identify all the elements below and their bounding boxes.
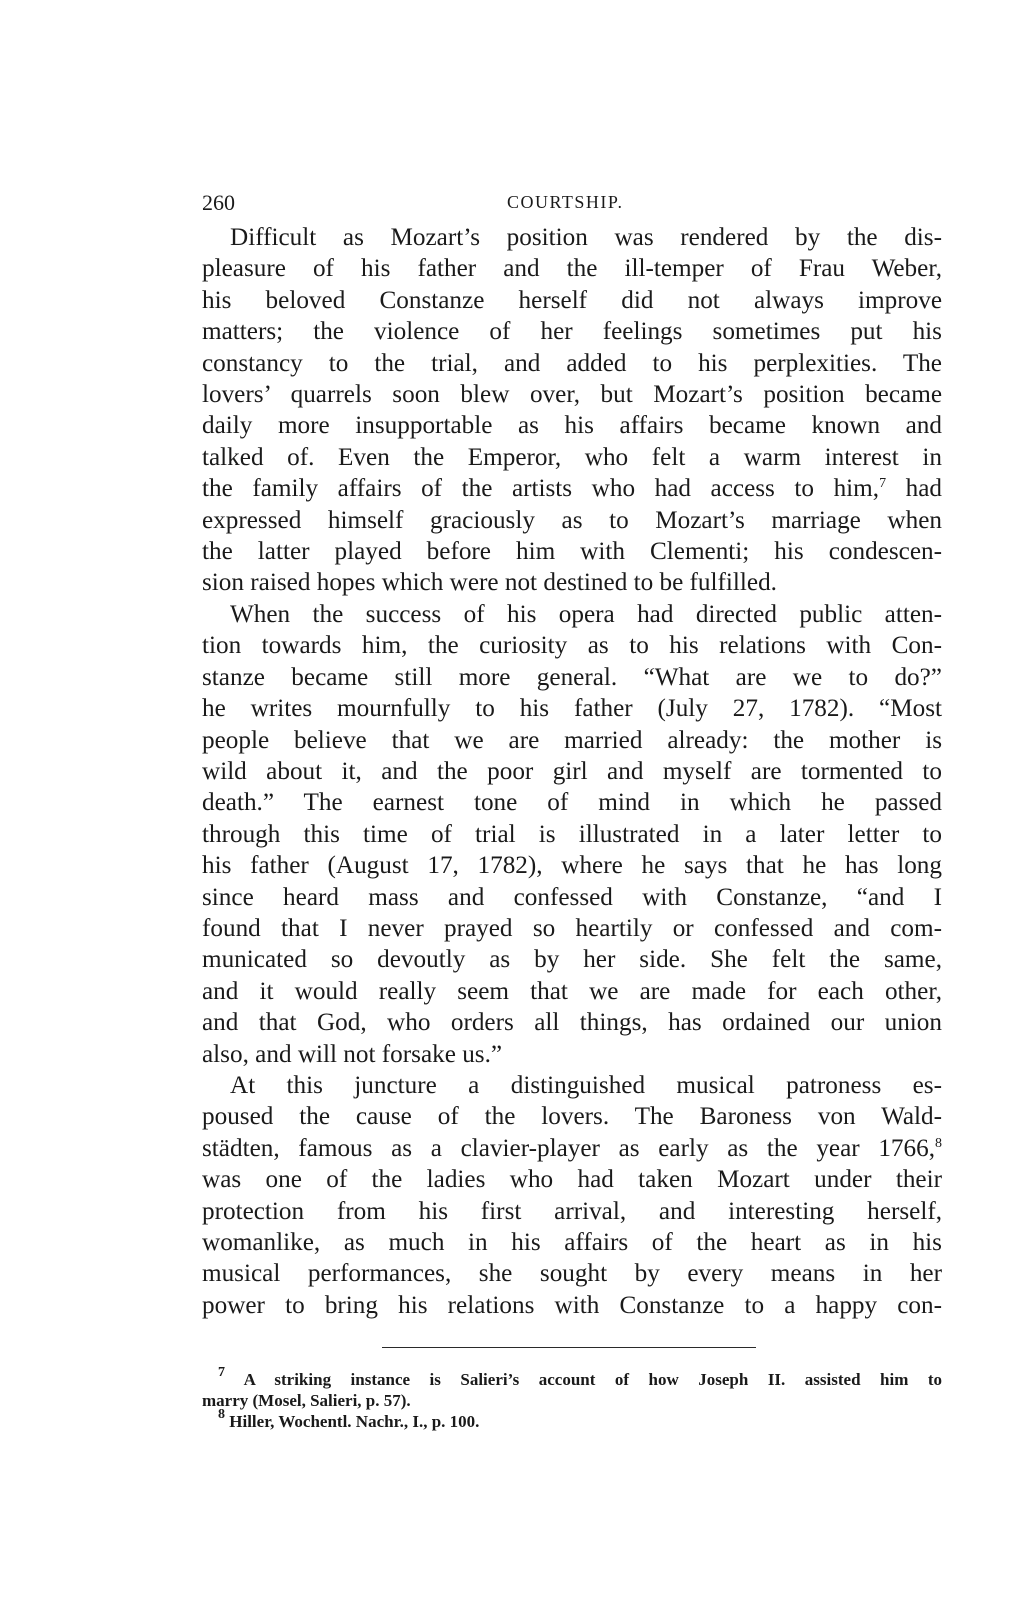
text-line: womanlike, as much in his affairs of the heart as in his — [202, 1229, 942, 1256]
text-line: and it would really seem that we are made for each other, — [202, 977, 942, 1005]
book-page — [202, 190, 942, 1432]
text-line: since heard mass and confessed with Constanze, “and I — [202, 883, 942, 911]
text-line: stanze became still more general. “What are we to do?” — [202, 663, 942, 691]
text-line: poused the cause of the lovers. The Baroness von Wald- — [202, 1103, 942, 1131]
text-line: was one of the ladies who had taken Mozart under their — [202, 1166, 942, 1194]
text-line: power to bring his relations with Constanze to a happy con- — [202, 1291, 942, 1319]
text-line: municated so devoutly as by her side. She felt the same, — [202, 946, 942, 974]
text-line: When the success of his opera had directed public atten- — [230, 600, 942, 628]
text-line: tion towards him, the curiosity as to his relations with Con- — [202, 632, 942, 660]
running-head — [202, 190, 942, 222]
text-line: constancy to the trial, and added to his perplexities. The — [202, 349, 942, 377]
footnote-rule — [382, 1347, 756, 1348]
body-text — [202, 222, 942, 1321]
text-line: lovers’ quarrels soon blew over, but Mozart’s position became — [202, 381, 942, 409]
text-line-with-footnote-ref — [202, 1133, 942, 1164]
footnote-ref-8: 8 — [935, 1135, 942, 1151]
text-line: At this juncture a distinguished musical patroness es- — [230, 1071, 942, 1099]
text-line: musical performances, she sought by every means in her — [202, 1260, 942, 1288]
text-line: the latter played before him with Clementi; his condescen- — [202, 538, 942, 566]
text-segment: had — [905, 475, 942, 503]
footnote-marker: 7 — [218, 1365, 225, 1381]
paragraph-2 — [202, 599, 942, 1070]
footnote-7 — [202, 1365, 943, 1390]
text-line: sion raised hopes which were not destined to be fulfilled. — [202, 569, 777, 597]
footnote-ref-7: 7 — [879, 476, 887, 492]
footnote-text: A striking instance is Salieri’s account of how Joseph II. assisted him to — [243, 1370, 943, 1390]
page-number: 260 — [202, 190, 235, 215]
text-line: Difficult as Mozart’s position was rendered by the dis- — [230, 224, 942, 251]
footnote-marker: 8 — [218, 1407, 225, 1423]
text-line: wild about it, and the poor girl and myself are tormented to — [202, 757, 942, 785]
text-line: protection from his first arrival, and interesting herself, — [202, 1197, 942, 1225]
text-line: his beloved Constanze herself did not always improve — [202, 286, 942, 314]
text-line: and that God, who orders all things, has ordained our union — [202, 1009, 942, 1037]
text-segment: städten, famous as a clavier-player as early as the year 1766, — [202, 1134, 935, 1162]
text-line: through this time of trial is illustrated in a later letter to — [202, 820, 942, 848]
running-title: COURTSHIP. — [507, 192, 624, 212]
text-line-with-footnote-ref — [202, 473, 942, 504]
text-line: death.” The earnest tone of mind in which he passed — [202, 789, 942, 817]
text-segment: the family affairs of the artists who had access to him, — [202, 475, 880, 503]
text-line: also, and will not forsake us.” — [202, 1040, 503, 1068]
footnotes — [202, 1365, 943, 1432]
text-line: matters; the violence of her feelings sometimes put his — [202, 318, 942, 346]
footnote-text: Hiller, Wochentl. Nachr., I., p. 100. — [229, 1412, 480, 1432]
text-line: daily more insupportable as his affairs became known and — [202, 412, 942, 440]
text-line: he writes mournfully to his father (July 27, 1782). “Most — [202, 695, 942, 723]
footnote-8 — [202, 1407, 942, 1432]
paragraph-1 — [202, 222, 942, 599]
paragraph-3 — [202, 1070, 942, 1321]
text-line: pleasure of his father and the ill-temper of Frau Weber, — [202, 255, 942, 283]
footnote-7-continued: marry (Mosel, Salieri, p. 57). — [202, 1391, 411, 1411]
text-line: his father (August 17, 1782), where he says that he has long — [202, 852, 942, 880]
text-line: found that I never prayed so heartily or confessed and com- — [202, 914, 942, 942]
text-line: talked of. Even the Emperor, who felt a warm interest in — [202, 443, 942, 471]
text-line: expressed himself graciously as to Mozart’s marriage when — [202, 506, 942, 534]
text-line: people believe that we are married already: the mother is — [202, 726, 942, 754]
